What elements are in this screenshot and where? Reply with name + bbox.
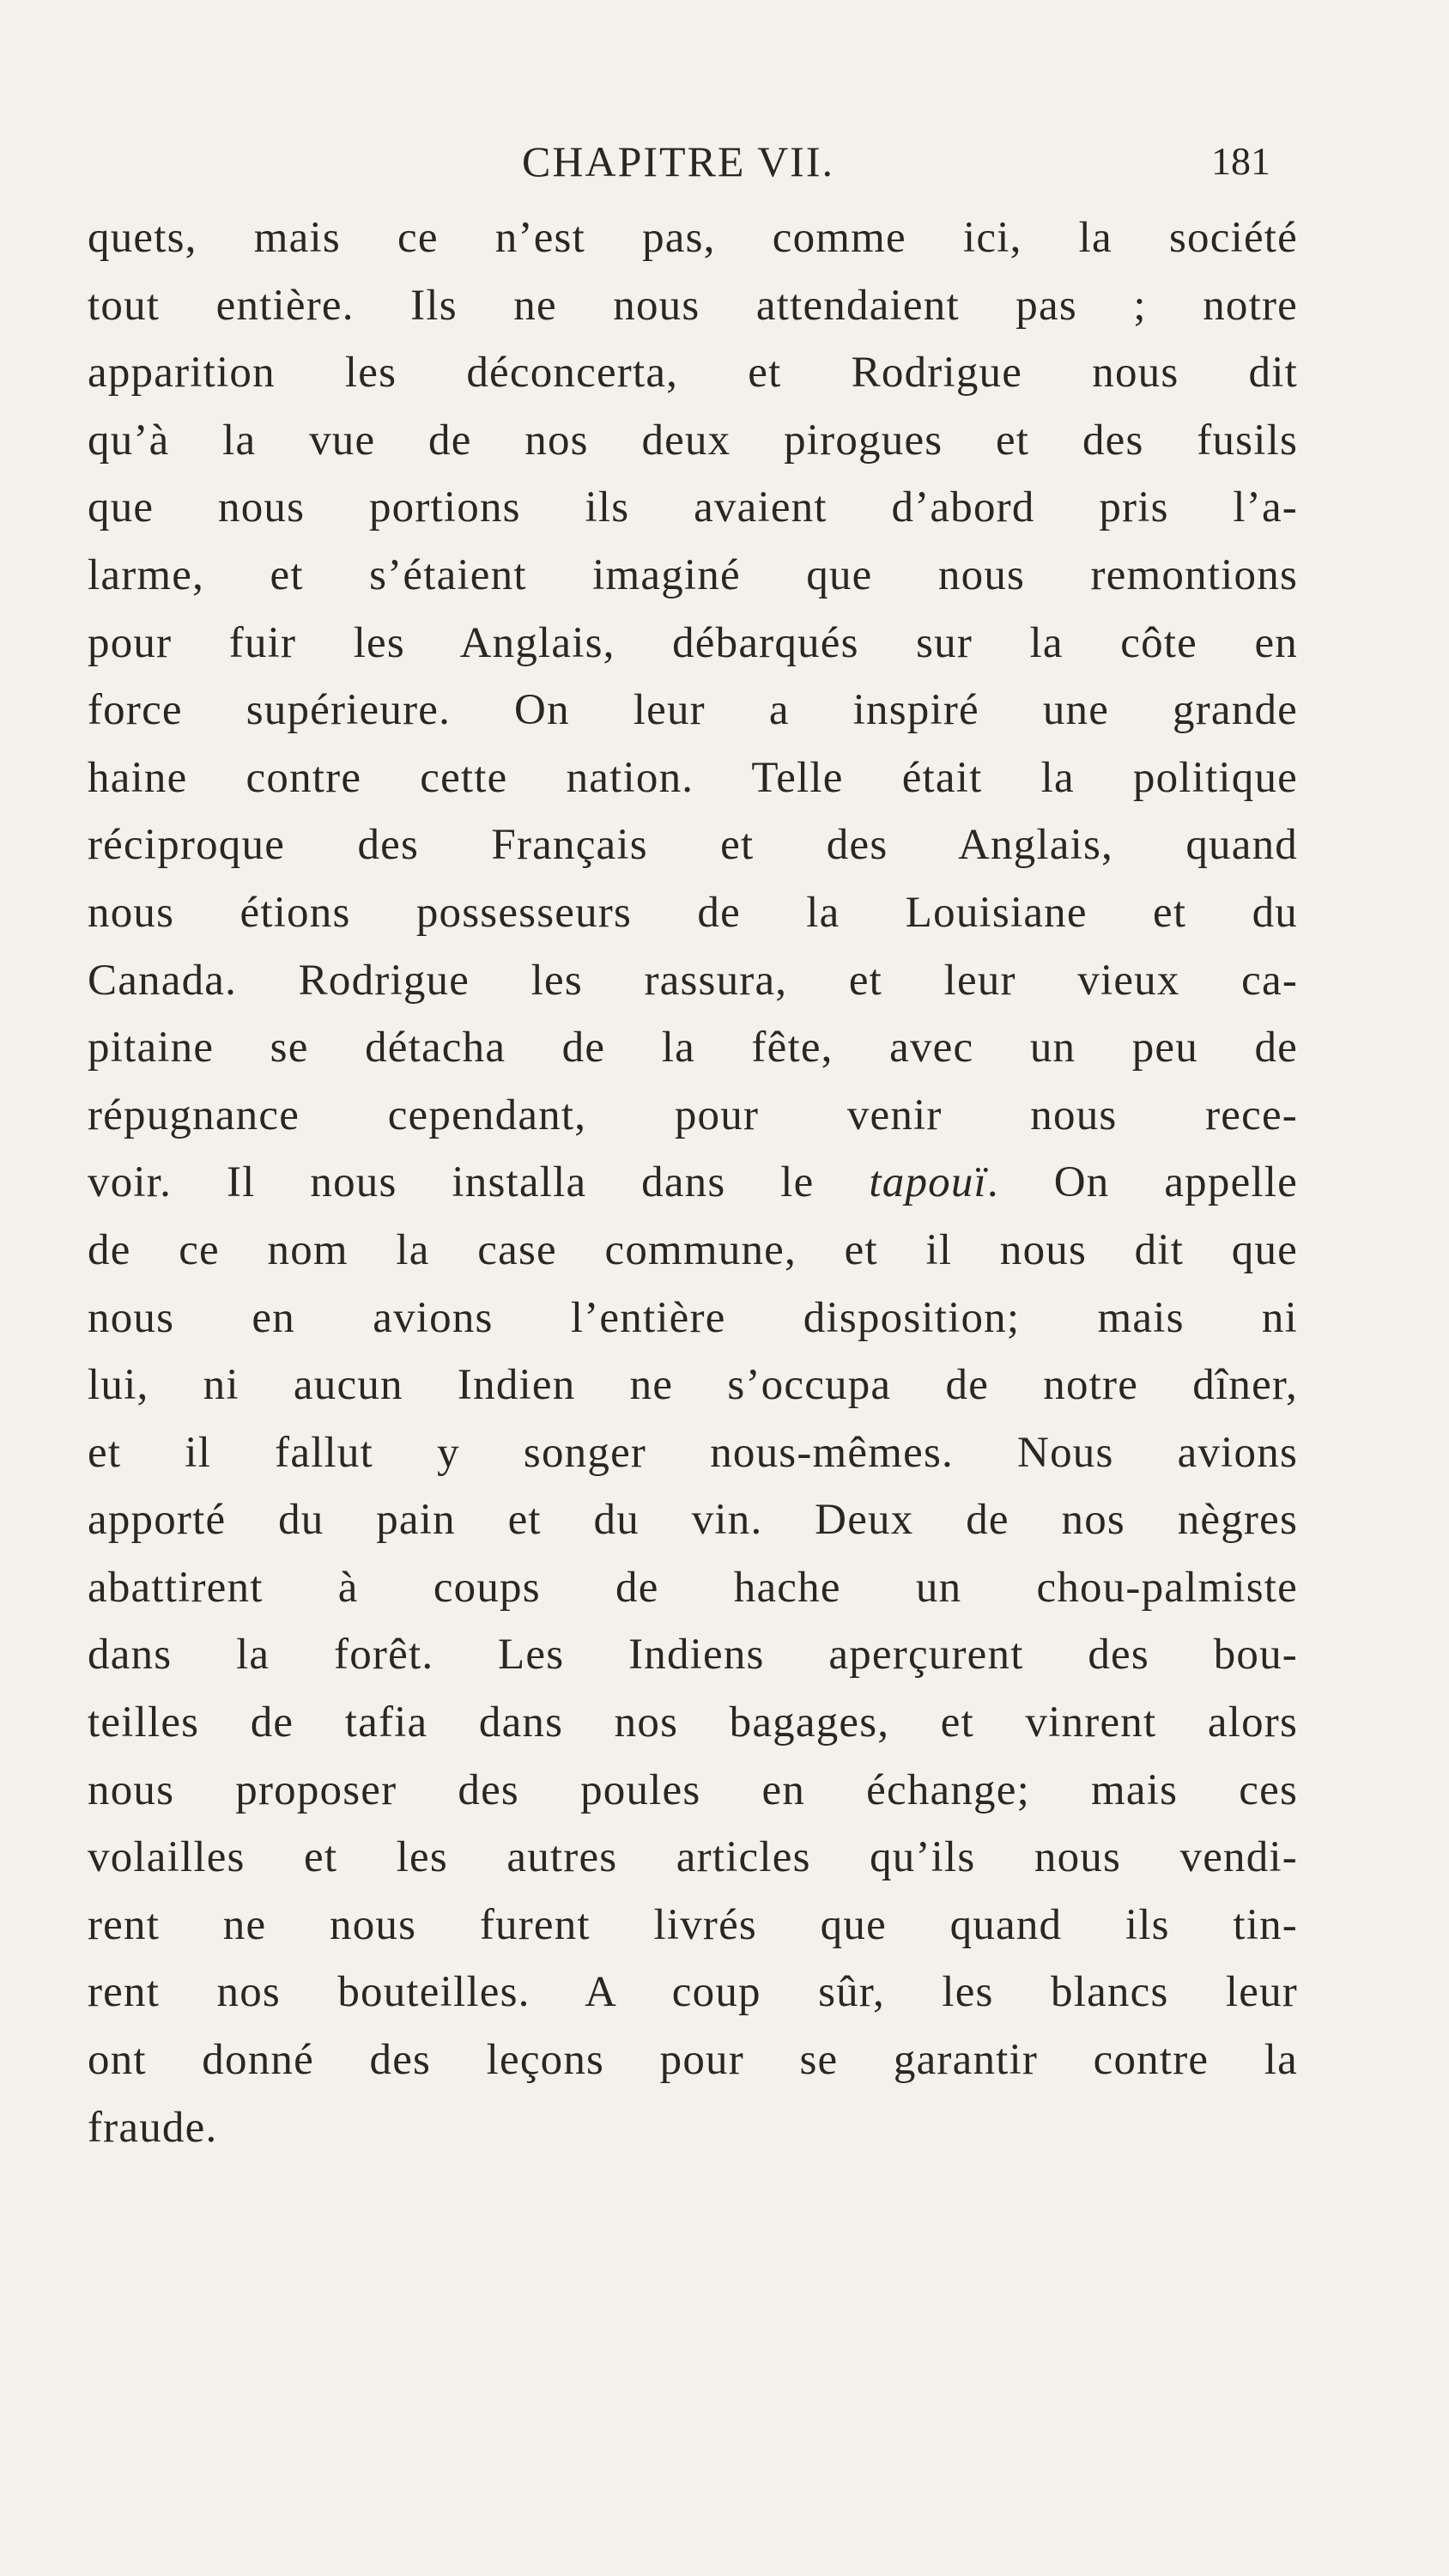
text-line: tout entière. Ils ne nous attendaient pas ; notre — [88, 281, 1298, 330]
text-line: quets, mais ce n’est pas, comme ici, la société — [88, 214, 1298, 262]
text-line: apparition les déconcerta, et Rodrigue nous dit — [88, 349, 1298, 398]
text-line: et il fallut y songer nous-mêmes. Nous avions — [88, 1428, 1298, 1477]
text-line: pitaine se détacha de la fête, avec un peu de — [88, 1024, 1298, 1072]
italic-term: tapouï — [869, 1158, 987, 1207]
text-line: lui, ni aucun Indien ne s’occupa de notre dîner, — [88, 1361, 1298, 1410]
text-segment: voir. Il nous installa dans le — [88, 1158, 870, 1207]
text-line: rent ne nous furent livrés que quand ils tin- — [88, 1900, 1298, 1949]
text-line: de ce nom la case commune, et il nous dit que — [88, 1225, 1298, 1274]
text-line: nous proposer des poules en échange; mais ces — [88, 1765, 1298, 1814]
text-line: apporté du pain et du vin. Deux de nos nègres — [88, 1496, 1298, 1545]
text-line: pour fuir les Anglais, débarqués sur la côte en — [88, 618, 1298, 667]
text-line: nous étions possesseurs de la Louisiane et du — [88, 888, 1298, 937]
text-line: teilles de tafia dans nos bagages, et vinrent alors — [88, 1698, 1298, 1747]
text-line: larme, et s’étaient imaginé que nous remontions — [88, 550, 1298, 599]
body-text — [88, 204, 1298, 2161]
running-head — [120, 136, 1270, 187]
text-line: nous en avions l’entière disposition; mais ni — [88, 1293, 1298, 1342]
text-line: haine contre cette nation. Telle était la politique — [88, 753, 1298, 802]
text-line-last: fraude. — [88, 2103, 218, 2152]
text-line: rent nos bouteilles. A coup sûr, les blancs leur — [88, 1968, 1298, 2017]
text-line: que nous portions ils avaient d’abord pris l’a- — [88, 483, 1298, 532]
text-line-with-italic — [88, 1149, 1298, 1217]
text-segment: . On appelle — [986, 1158, 1298, 1207]
text-line: qu’à la vue de nos deux pirogues et des fusils — [88, 416, 1298, 465]
text-line: force supérieure. On leur a inspiré une grande — [88, 686, 1298, 735]
text-line: Canada. Rodrigue les rassura, et leur vieux ca- — [88, 956, 1298, 1005]
text-line: répugnance cependant, pour venir nous rece- — [88, 1091, 1298, 1139]
text-line: volailles et les autres articles qu’ils nous vendi- — [88, 1833, 1298, 1882]
text-line: abattirent à coups de hache un chou-palmiste — [88, 1563, 1298, 1612]
text-line: réciproque des Français et des Anglais, quand — [88, 821, 1298, 870]
chapter-title: CHAPITRE VII. — [522, 137, 834, 185]
text-line: dans la forêt. Les Indiens aperçurent des bou- — [88, 1631, 1298, 1680]
page-number: 181 — [1211, 139, 1270, 183]
text-line: ont donné des leçons pour se garantir contre la — [88, 2036, 1298, 2085]
